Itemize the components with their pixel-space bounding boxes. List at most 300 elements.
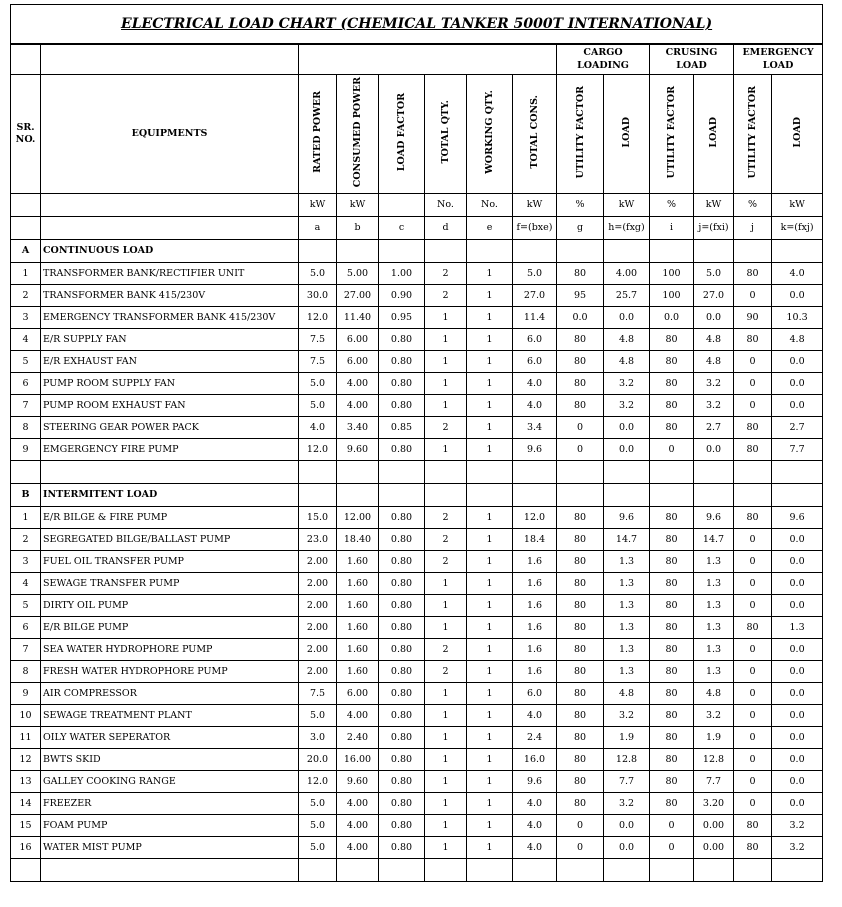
blank-cell [41, 858, 299, 881]
row-value: 0.80 [379, 770, 425, 792]
row-value: 1 [467, 328, 513, 350]
row-value: 0 [734, 748, 772, 770]
row-value: 4.00 [337, 394, 379, 416]
row-value: 0.0 [772, 284, 823, 306]
row-value: 0 [557, 438, 604, 460]
blank-cell [299, 858, 337, 881]
row-sr-no: 2 [11, 284, 41, 306]
blank-cell [467, 858, 513, 881]
row-value: 1 [467, 262, 513, 284]
row-value: 9.6 [694, 506, 734, 528]
formula-cell: k=(fxj) [772, 216, 823, 239]
load-chart-sheet [10, 4, 822, 882]
row-value: 1 [467, 284, 513, 306]
row-value: 1 [425, 572, 467, 594]
blank-cell [11, 193, 41, 216]
row-value: 80 [650, 726, 694, 748]
row-value: 15.0 [299, 506, 337, 528]
row-value: 3.2 [604, 704, 650, 726]
unit-cell: kW [299, 193, 337, 216]
row-value: 16.0 [513, 748, 557, 770]
unit-cell: % [557, 193, 604, 216]
row-value: 0.80 [379, 350, 425, 372]
row-value: 0.85 [379, 416, 425, 438]
row-equipment: FUEL OIL TRANSFER PUMP [41, 550, 299, 572]
blank-cell [650, 483, 694, 506]
header-col-label: UTILITY FACTOR [747, 85, 758, 179]
row-value: 0 [734, 372, 772, 394]
unit-cell: % [734, 193, 772, 216]
table-row [11, 770, 823, 792]
row-value: 4.00 [337, 792, 379, 814]
unit-cell: kW [772, 193, 823, 216]
row-sr-no: 12 [11, 748, 41, 770]
table-row [11, 748, 823, 770]
row-value: 0 [734, 682, 772, 704]
row-value: 16.00 [337, 748, 379, 770]
row-sr-no: 4 [11, 328, 41, 350]
row-value: 6.0 [513, 350, 557, 372]
row-value: 0.0 [557, 306, 604, 328]
row-value: 0 [734, 572, 772, 594]
row-value: 0.0 [772, 682, 823, 704]
header-col-1 [337, 74, 379, 193]
row-equipment: PUMP ROOM EXHAUST FAN [41, 394, 299, 416]
row-value: 0.0 [772, 572, 823, 594]
row-sr-no: 11 [11, 726, 41, 748]
row-value: 4.8 [694, 328, 734, 350]
row-sr-no: 13 [11, 770, 41, 792]
row-value: 80 [557, 394, 604, 416]
row-value: 1.3 [604, 594, 650, 616]
row-value: 1 [467, 660, 513, 682]
blank-cell [467, 483, 513, 506]
row-equipment: FOAM PUMP [41, 814, 299, 836]
row-value: 0 [734, 594, 772, 616]
row-value: 80 [650, 550, 694, 572]
header-col-label: TOTAL QTY. [440, 100, 451, 164]
row-value: 0 [734, 704, 772, 726]
row-value: 0.0 [772, 660, 823, 682]
row-value: 3.2 [772, 836, 823, 858]
row-value: 1.6 [513, 572, 557, 594]
row-value: 0.0 [604, 416, 650, 438]
row-sr-no: 9 [11, 682, 41, 704]
row-sr-no: 3 [11, 550, 41, 572]
row-value: 2.00 [299, 638, 337, 660]
row-value: 80 [650, 350, 694, 372]
row-sr-no: 10 [11, 704, 41, 726]
row-value: 1.3 [604, 616, 650, 638]
blank-cell [734, 460, 772, 483]
row-equipment: AIR COMPRESSOR [41, 682, 299, 704]
row-value: 12.00 [337, 506, 379, 528]
row-value: 1 [467, 350, 513, 372]
row-value: 0.0 [772, 394, 823, 416]
row-value: 0.80 [379, 814, 425, 836]
row-value: 1 [467, 550, 513, 572]
table-row [11, 814, 823, 836]
row-sr-no: 6 [11, 616, 41, 638]
row-value: 0 [734, 660, 772, 682]
blank-cell [557, 858, 604, 881]
row-value: 1 [425, 726, 467, 748]
row-value: 7.7 [694, 770, 734, 792]
row-value: 0.80 [379, 704, 425, 726]
row-value: 2.4 [513, 726, 557, 748]
row-value: 5.0 [299, 792, 337, 814]
row-value: 0 [734, 394, 772, 416]
row-equipment: SEGREGATED BILGE/BALLAST PUMP [41, 528, 299, 550]
table-row [11, 262, 823, 284]
blank-cell [694, 239, 734, 262]
blank-cell [694, 858, 734, 881]
table-row [11, 660, 823, 682]
blank-cell [694, 460, 734, 483]
row-value: 1 [467, 372, 513, 394]
row-value: 14.7 [604, 528, 650, 550]
formula-cell: f=(bxe) [513, 216, 557, 239]
row-value: 80 [734, 328, 772, 350]
row-value: 80 [557, 638, 604, 660]
row-value: 12.0 [299, 438, 337, 460]
row-value: 1 [425, 394, 467, 416]
table-row [11, 792, 823, 814]
row-value: 80 [557, 328, 604, 350]
unit-cell: kW [604, 193, 650, 216]
row-value: 1.6 [513, 638, 557, 660]
row-value: 1.3 [694, 594, 734, 616]
row-value: 7.5 [299, 682, 337, 704]
header-col-label: LOAD [621, 116, 632, 148]
blank-cell [425, 239, 467, 262]
row-value: 1.6 [513, 660, 557, 682]
row-value: 80 [557, 616, 604, 638]
table-row [11, 416, 823, 438]
row-value: 0.0 [694, 306, 734, 328]
row-value: 0 [650, 814, 694, 836]
row-equipment: WATER MIST PUMP [41, 836, 299, 858]
row-value: 80 [557, 372, 604, 394]
row-value: 0.0 [604, 814, 650, 836]
row-value: 5.00 [337, 262, 379, 284]
row-value: 9.6 [513, 770, 557, 792]
row-value: 0.80 [379, 438, 425, 460]
row-value: 1.3 [694, 572, 734, 594]
row-value: 5.0 [299, 262, 337, 284]
row-value: 4.00 [337, 836, 379, 858]
row-value: 3.2 [694, 372, 734, 394]
row-value: 0 [734, 726, 772, 748]
row-value: 1.3 [694, 638, 734, 660]
row-value: 20.0 [299, 748, 337, 770]
row-value: 1 [467, 814, 513, 836]
row-value: 2.00 [299, 616, 337, 638]
blank-cell [513, 460, 557, 483]
header-col-2 [379, 74, 425, 193]
row-equipment: SEWAGE TREATMENT PLANT [41, 704, 299, 726]
row-value: 0.80 [379, 506, 425, 528]
blank-cell [734, 483, 772, 506]
section-letter: B [11, 483, 41, 506]
row-value: 0.80 [379, 550, 425, 572]
header-col-0 [299, 74, 337, 193]
row-value: 3.20 [694, 792, 734, 814]
blank-cell [425, 460, 467, 483]
table-row [11, 438, 823, 460]
row-value: 1 [467, 682, 513, 704]
row-value: 1 [467, 438, 513, 460]
row-value: 0.0 [604, 836, 650, 858]
row-value: 1 [467, 748, 513, 770]
row-value: 100 [650, 262, 694, 284]
blank-cell [379, 239, 425, 262]
header-col-label: TOTAL CONS. [529, 95, 540, 169]
blank-cell [557, 460, 604, 483]
row-value: 0.0 [650, 306, 694, 328]
row-value: 6.00 [337, 682, 379, 704]
row-value: 0.00 [694, 814, 734, 836]
blank-cell [513, 483, 557, 506]
row-value: 0.0 [604, 306, 650, 328]
row-value: 1 [467, 394, 513, 416]
row-value: 23.0 [299, 528, 337, 550]
header-col-6 [557, 74, 604, 193]
row-value: 80 [734, 616, 772, 638]
row-value: 4.0 [299, 416, 337, 438]
row-sr-no: 4 [11, 572, 41, 594]
row-value: 12.0 [299, 306, 337, 328]
row-value: 4.0 [772, 262, 823, 284]
header-col-label: LOAD [791, 116, 803, 148]
row-equipment: E/R EXHAUST FAN [41, 350, 299, 372]
blank-cell [299, 44, 557, 74]
row-value: 0.80 [379, 372, 425, 394]
row-value: 2.00 [299, 550, 337, 572]
row-value: 0 [557, 814, 604, 836]
row-value: 7.7 [772, 438, 823, 460]
row-value: 1 [467, 416, 513, 438]
row-value: 1.9 [604, 726, 650, 748]
row-value: 0.80 [379, 638, 425, 660]
row-value: 1 [467, 836, 513, 858]
row-value: 0.0 [772, 550, 823, 572]
blank-cell [337, 460, 379, 483]
row-value: 0.00 [694, 836, 734, 858]
row-value: 3.0 [299, 726, 337, 748]
row-value: 3.2 [694, 704, 734, 726]
row-value: 1 [425, 594, 467, 616]
table-row [11, 506, 823, 528]
row-value: 2 [425, 660, 467, 682]
row-value: 1.3 [604, 572, 650, 594]
row-value: 1 [425, 306, 467, 328]
unit-cell [379, 193, 425, 216]
header-col-label: WORKING QTY. [484, 90, 495, 174]
row-value: 1 [467, 770, 513, 792]
row-equipment: FREEZER [41, 792, 299, 814]
row-value: 0 [557, 836, 604, 858]
unit-cell: kW [694, 193, 734, 216]
row-value: 9.6 [772, 506, 823, 528]
row-value: 0.80 [379, 616, 425, 638]
table-row [11, 572, 823, 594]
row-value: 80 [557, 682, 604, 704]
row-value: 3.2 [604, 394, 650, 416]
header-col-7 [604, 74, 650, 193]
row-value: 2 [425, 284, 467, 306]
load-chart-table [10, 4, 823, 882]
row-value: 3.2 [604, 372, 650, 394]
row-value: 18.40 [337, 528, 379, 550]
row-value: 9.6 [604, 506, 650, 528]
header-col-5 [513, 74, 557, 193]
row-value: 4.0 [513, 372, 557, 394]
row-value: 3.2 [772, 814, 823, 836]
formula-cell: h=(fxg) [604, 216, 650, 239]
row-value: 1.60 [337, 594, 379, 616]
row-value: 80 [557, 594, 604, 616]
row-value: 1 [425, 814, 467, 836]
header-col-10 [734, 74, 772, 193]
row-value: 0.80 [379, 660, 425, 682]
formula-cell: d [425, 216, 467, 239]
row-value: 0.0 [772, 748, 823, 770]
blank-cell [425, 483, 467, 506]
row-value: 1 [425, 836, 467, 858]
row-value: 1.3 [694, 550, 734, 572]
blank-cell [41, 216, 299, 239]
row-value: 80 [557, 660, 604, 682]
blank-cell [772, 239, 823, 262]
row-value: 3.2 [604, 792, 650, 814]
section-letter: A [11, 239, 41, 262]
row-value: 1.6 [513, 594, 557, 616]
formula-cell: a [299, 216, 337, 239]
blank-cell [337, 858, 379, 881]
row-value: 80 [734, 438, 772, 460]
row-value: 2.00 [299, 594, 337, 616]
unit-cell: kW [513, 193, 557, 216]
row-value: 0.0 [604, 438, 650, 460]
row-value: 80 [557, 506, 604, 528]
row-value: 1 [467, 306, 513, 328]
row-value: 5.0 [299, 372, 337, 394]
row-value: 80 [650, 594, 694, 616]
table-row [11, 284, 823, 306]
row-value: 0.0 [772, 704, 823, 726]
row-value: 80 [650, 792, 694, 814]
table-row [11, 306, 823, 328]
blank-cell [557, 483, 604, 506]
blank-cell [299, 239, 337, 262]
row-value: 1.3 [604, 660, 650, 682]
row-value: 80 [650, 572, 694, 594]
row-value: 0.0 [772, 792, 823, 814]
row-value: 27.0 [694, 284, 734, 306]
row-value: 12.0 [513, 506, 557, 528]
group-crusing-load: CRUSING LOAD [650, 44, 734, 74]
row-value: 1 [425, 704, 467, 726]
row-value: 0.80 [379, 594, 425, 616]
row-value: 5.0 [299, 814, 337, 836]
row-value: 12.0 [299, 770, 337, 792]
row-value: 18.4 [513, 528, 557, 550]
blank-cell [41, 460, 299, 483]
blank-cell [425, 858, 467, 881]
row-value: 12.8 [694, 748, 734, 770]
row-value: 0 [734, 770, 772, 792]
header-col-label: LOAD [708, 116, 719, 148]
row-value: 80 [557, 262, 604, 284]
row-value: 1.9 [694, 726, 734, 748]
row-value: 0.0 [772, 638, 823, 660]
blank-cell [299, 483, 337, 506]
row-value: 1 [425, 372, 467, 394]
blank-cell [694, 483, 734, 506]
row-value: 80 [650, 394, 694, 416]
section-title: CONTINUOUS LOAD [41, 239, 299, 262]
row-value: 1.00 [379, 262, 425, 284]
row-sr-no: 16 [11, 836, 41, 858]
row-value: 1 [467, 792, 513, 814]
row-value: 80 [557, 350, 604, 372]
table-row [11, 594, 823, 616]
row-value: 4.00 [337, 814, 379, 836]
row-value: 80 [650, 416, 694, 438]
row-value: 1 [425, 770, 467, 792]
row-value: 1 [425, 682, 467, 704]
row-sr-no: 9 [11, 438, 41, 460]
row-value: 1 [467, 638, 513, 660]
formula-cell: c [379, 216, 425, 239]
row-value: 4.00 [337, 704, 379, 726]
blank-cell [557, 239, 604, 262]
row-value: 9.6 [513, 438, 557, 460]
header-col-label: RATED POWER [312, 91, 323, 173]
row-equipment: E/R BILGE & FIRE PUMP [41, 506, 299, 528]
row-sr-no: 5 [11, 350, 41, 372]
row-value: 1.60 [337, 638, 379, 660]
row-value: 2 [425, 506, 467, 528]
blank-cell [650, 460, 694, 483]
row-value: 2.7 [772, 416, 823, 438]
row-equipment: PUMP ROOM SUPPLY FAN [41, 372, 299, 394]
blank-cell [11, 216, 41, 239]
row-value: 7.5 [299, 350, 337, 372]
formula-cell: g [557, 216, 604, 239]
row-equipment: E/R BILGE PUMP [41, 616, 299, 638]
row-sr-no: 2 [11, 528, 41, 550]
row-value: 0.80 [379, 528, 425, 550]
row-value: 6.0 [513, 682, 557, 704]
blank-cell [41, 44, 299, 74]
row-value: 1.3 [604, 550, 650, 572]
row-value: 1 [467, 594, 513, 616]
row-value: 4.8 [604, 682, 650, 704]
row-value: 11.4 [513, 306, 557, 328]
row-value: 80 [650, 506, 694, 528]
row-equipment: OILY WATER SEPERATOR [41, 726, 299, 748]
row-value: 2 [425, 416, 467, 438]
row-value: 0.0 [694, 438, 734, 460]
row-value: 0.80 [379, 792, 425, 814]
row-value: 5.0 [694, 262, 734, 284]
row-value: 4.8 [694, 350, 734, 372]
row-value: 80 [650, 528, 694, 550]
row-value: 4.0 [513, 394, 557, 416]
row-value: 80 [557, 770, 604, 792]
